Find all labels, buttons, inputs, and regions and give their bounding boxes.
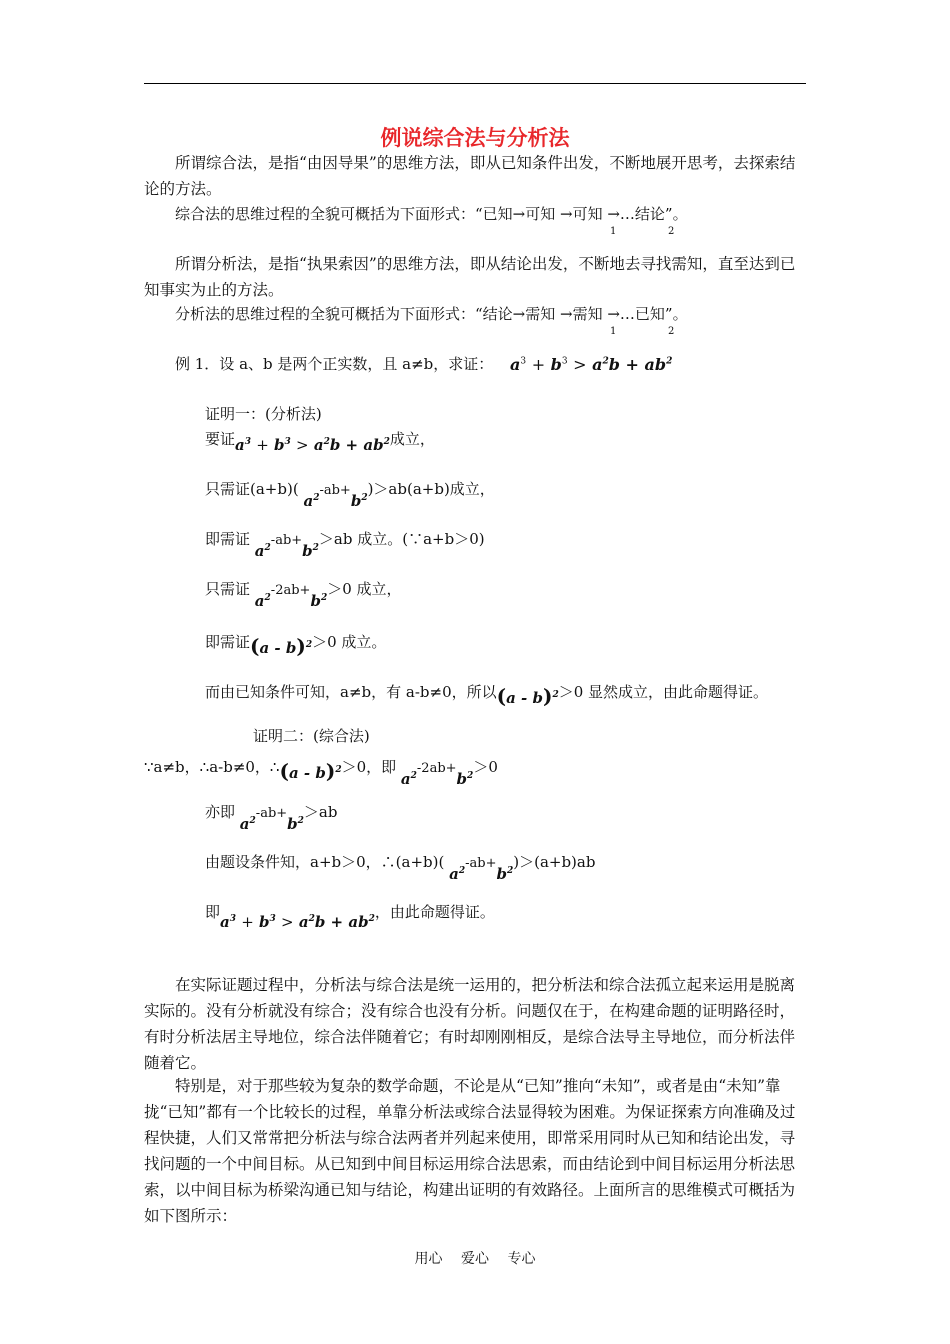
subscript-2: 2 [668, 326, 675, 337]
proof-step-5: 即需证(a - b)$^2$＞0 成立。 [205, 633, 387, 658]
proof-step-1: 要证$a^3 + b^3 > a^2b + ab^2$成立， [205, 430, 435, 454]
subscript-1: 1 [610, 326, 617, 337]
proof-two-step-2: 亦即 $a^2-ab+b^2>ab$ [205, 803, 338, 833]
page-footer: 用心 爱心 专心 [414, 1251, 536, 1267]
intro-paragraph-2: 综合法的思维过程的全貌可概括为下面形式：“已知→可知 →可知 →…结论”。 [175, 205, 688, 223]
intro-paragraph-1: 所谓综合法，是指“由因导果”的思维方法，即从已知条件出发，不断地展开思考，去探索结论的方法。 [144, 154, 796, 198]
proof-step-4: 只需证 $a^2-2ab+b^2>0$ 成立， [205, 580, 402, 610]
discussion-paragraph-1: 在实际证题过程中，分析法与综合法是统一运用的，把分析法和综合法孤立起来运用是脱离实际的。没有分析就没有综合；没有综合也没有分析。问题仅在于，在构建命题的证明路径时，有时分析法居主导地位，综合法伴随着它；有时却刚刚相反，是综合法导主导地位，而分析法伴随着它。 [144, 976, 796, 1072]
proof-two-step-3: 由题设条件知，a+b＞0，∴(a+b)( $a^2-ab+b^2)>(a+b)ab$ [205, 853, 596, 883]
document-title: 例说综合法与分析法 [380, 126, 570, 150]
discussion-paragraph-2: 特别是，对于那些较为复杂的数学命题，不论是从“已知”推向“未知”，或者是由“未知”靠拢“已知”都有一个比较长的过程，单靠分析法或综合法显得较为困难。为保证探索方向准确及过程快捷，人们又常常把分析法与综合法两者并列起来使用，即常采用同时从已知和结论出发，寻找问题的一个中间目标。从已知到中间目标运用综合法思索，而由结论到中间目标运用分析法思索，以中间目标为桥梁沟通已知与结论，构建出证明的有效路径。上面所言的思维模式可概括为如下图所示： [144, 1077, 796, 1225]
claim-formula: $a^3 + b^3 > a^2b + ab^2$ [510, 355, 673, 374]
intro-paragraph-4: 分析法的思维过程的全貌可概括为下面形式：“结论→需知 →需知 →…已知”。 [175, 305, 688, 323]
proof-two-step-1: ∵a≠b，∴a-b≠0，∴(a - b)$^2$＞0，即 $a^2-2ab+b^2>0$ [144, 758, 498, 788]
proof-two-title: 证明二：(综合法) [253, 727, 370, 745]
proof-step-2: 只需证(a+b)( $a^2-ab+b^2)>ab(a+b)$成立， [205, 480, 495, 510]
example-statement: 例 1．设 a、b 是两个正实数，且 a≠b，求证： [175, 355, 494, 373]
subscript-1: 1 [610, 226, 617, 237]
intro-paragraph-3: 所谓分析法，是指“执果索因”的思维方法，即从结论出发，不断地去寻找需知，直至达到已知事实为止的方法。 [144, 255, 796, 299]
proof-one-title: 证明一：(分析法) [205, 405, 322, 423]
header-rule [144, 83, 806, 84]
proof-two-step-4: 即$a^3 + b^3 > a^2b + ab^2$，由此命题得证。 [205, 903, 495, 931]
subscript-2: 2 [668, 226, 675, 237]
proof-step-3: 即需证 $a^2-ab+b^2>ab$ 成立。(∵a+b＞0) [205, 530, 485, 560]
proof-step-6: 而由已知条件可知，a≠b，有 a-b≠0，所以(a - b)$^2$＞0 显然成立，由此命题得证。 [205, 683, 769, 708]
